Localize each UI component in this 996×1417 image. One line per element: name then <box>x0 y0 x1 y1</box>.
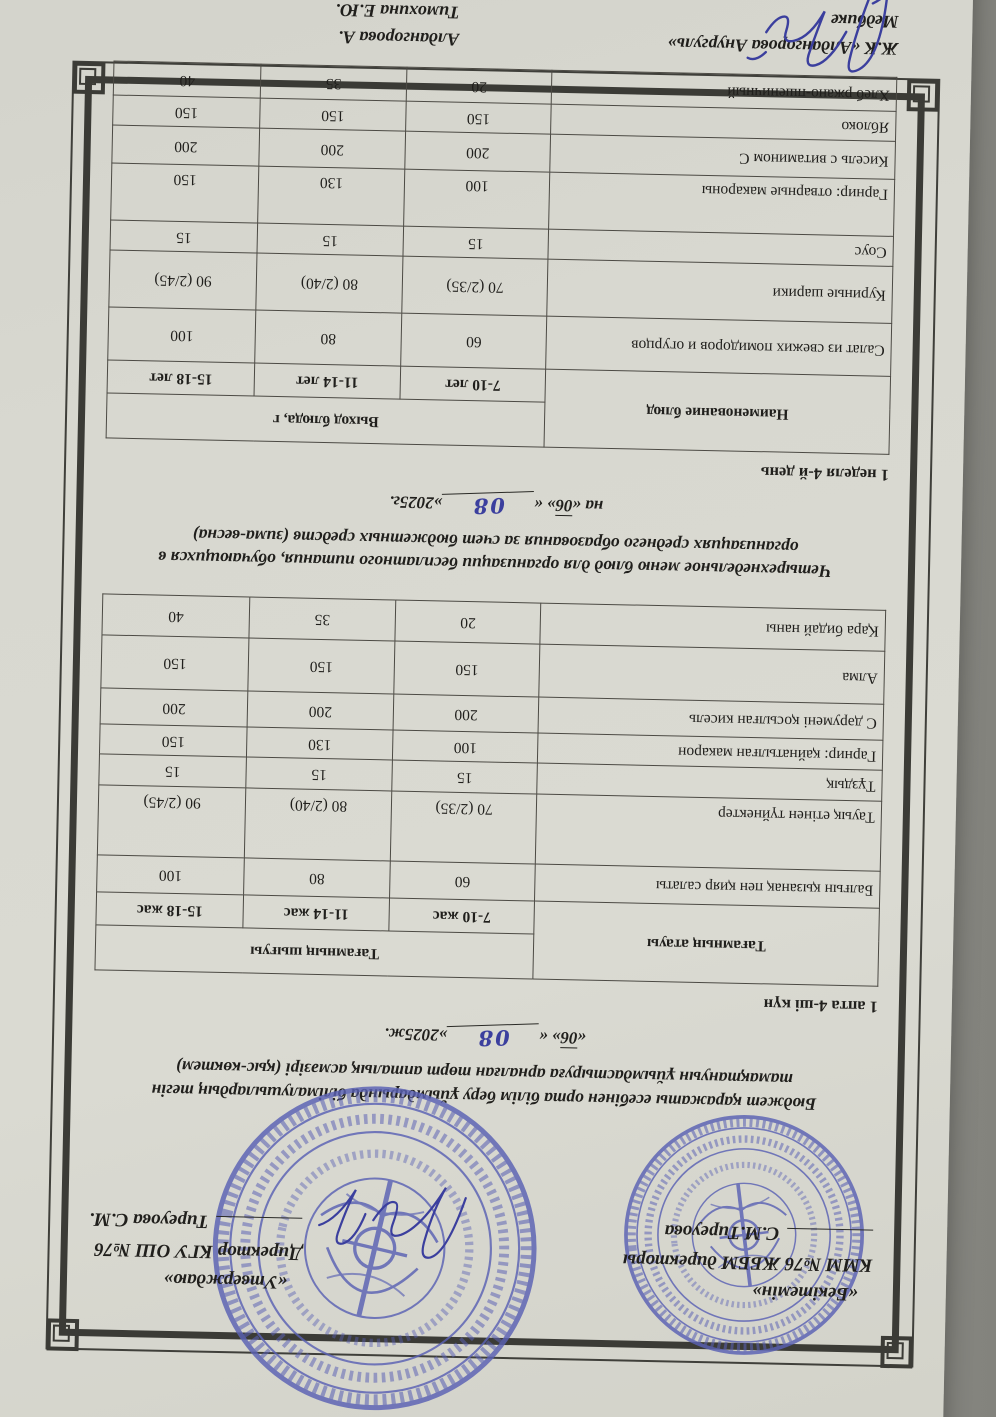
portion-value-cell: 200 <box>247 691 393 730</box>
portion-value-cell: 15 <box>392 760 538 794</box>
portion-value-cell: 130 <box>258 166 405 226</box>
date-year: »2025ж. <box>384 1024 448 1046</box>
dish-name-cell: С дәрумені қосылған кисель <box>538 698 883 741</box>
footer-signatures <box>114 0 899 59</box>
date-open: « <box>577 1028 587 1049</box>
approval-kz-role: КММ №76 ЖББМ директоры <box>622 1249 873 1276</box>
portion-value-cell: 200 <box>405 131 551 172</box>
portion-value-cell: 100 <box>108 307 256 363</box>
dish-name-cell: Яблоко <box>551 104 896 141</box>
portion-value-cell: 80 <box>255 310 402 366</box>
portion-value-cell: 200 <box>259 128 405 169</box>
portion-value-cell: 70 (2/35) <box>390 791 537 864</box>
document-content <box>87 0 899 1327</box>
russian-menu-table <box>106 61 898 455</box>
portion-value-cell: 130 <box>247 727 393 760</box>
kazakh-menu-heading: Бюджет қаражаты есебінен орта білім беру ұйымдарында білімалушылардың тегін тамақтануын ұйымдастыруға арналған төрт апталық асмәзірі (қыс-көктем) <box>151 1057 817 1115</box>
portion-value-cell: 150 <box>248 638 395 694</box>
dish-name-header: Тағамның атауы <box>533 901 879 986</box>
portion-value-cell: 15 <box>403 226 549 259</box>
approval-kz-name: С.М.Тиреуова <box>664 1220 780 1244</box>
frame-corner-ornament <box>878 1334 913 1369</box>
dish-name-cell: Гарнир: отварные макароны <box>549 172 895 236</box>
frame-corner-ornament <box>71 60 106 95</box>
approval-ru-name: Тиреуова С.М. <box>89 1208 209 1232</box>
handwritten-month: 08 <box>447 1024 540 1053</box>
approval-ru-title: «Утверждаю» <box>163 1268 288 1293</box>
portion-value-cell: 80 (2/40) <box>245 788 392 861</box>
date-year: »2025г. <box>389 492 443 513</box>
footer-org-person: Алдангорова А. <box>338 27 460 50</box>
dish-name-cell: Куриные шарики <box>547 259 893 323</box>
table-header-row <box>95 925 879 986</box>
kazakh-day-label: 1 апта 4-ші күн <box>763 995 879 1018</box>
age-header: 15-18 лет <box>107 360 255 396</box>
footer-nurse-label: Медбике <box>830 10 899 33</box>
portion-value-cell: 150 <box>99 724 247 757</box>
portion-value-cell: 100 <box>97 855 245 895</box>
approval-kz-title: «Бекітемін» <box>751 1281 859 1305</box>
age-header: 7-10 лет <box>400 366 546 402</box>
dish-name-cell: Кисель с витамином С <box>550 134 895 179</box>
portion-value-cell: 150 <box>394 641 541 697</box>
portion-value-cell: 150 <box>405 101 551 134</box>
portion-value-cell: 100 <box>392 730 538 763</box>
portion-value-cell: 20 <box>406 67 552 104</box>
approval-russian <box>88 1204 303 1297</box>
age-header: 7-10 жас <box>389 898 535 934</box>
portion-value-cell: 60 <box>401 313 548 369</box>
date-day: 06 <box>555 496 573 516</box>
portion-value-cell: 150 <box>101 635 249 691</box>
portion-value-cell: 15 <box>99 754 247 788</box>
date-mid: » « <box>534 495 556 516</box>
output-header: Тағамның шығуы <box>95 925 534 979</box>
portion-value-cell: 90 (2/45) <box>97 785 246 858</box>
date-mid: » « <box>539 1028 561 1048</box>
portion-value-cell: 20 <box>395 600 541 644</box>
portion-value-cell: 80 (2/40) <box>256 253 403 313</box>
signature-blank <box>787 1228 873 1249</box>
dish-name-header: Наименование блюд <box>544 369 890 454</box>
portion-value-cell: 150 <box>111 163 259 223</box>
footer-nurse-person: Тимохина Е.Ю. <box>335 0 460 23</box>
portion-value-cell: 40 <box>102 594 250 638</box>
russian-menu-heading: Четырехнедельное меню блюд для организации бесплатного питания, обучающихся в организациях среднего образования за счет бюджетных средств (зима-весна) <box>158 525 833 583</box>
kazakh-date-line <box>93 1017 877 1059</box>
age-header: 11-14 лет <box>254 363 400 399</box>
portion-value-cell: 150 <box>260 98 406 131</box>
nurse-signature <box>700 0 918 93</box>
date-open: на « <box>572 496 604 517</box>
portion-value-cell: 15 <box>110 220 258 253</box>
dish-name-cell: Балғын қызанақ пен қияр салаты <box>535 864 880 908</box>
age-header: 11-14 жас <box>243 895 389 931</box>
dish-name-cell: Тұздық <box>537 763 882 801</box>
portion-value-cell: 15 <box>246 757 392 791</box>
dish-name-cell: Хлеб ржано-пшеничный <box>552 70 897 111</box>
handwritten-month: 08 <box>442 491 535 520</box>
portion-value-cell: 40 <box>113 61 261 98</box>
portion-value-cell: 200 <box>100 688 248 727</box>
output-header: Выход блюда, г <box>106 393 545 447</box>
portion-value-cell: 70 (2/35) <box>402 256 549 316</box>
portion-value-cell: 90 (2/45) <box>109 250 257 310</box>
portion-value-cell: 35 <box>249 597 395 641</box>
dish-name-cell: Соус <box>548 229 893 266</box>
dish-name-cell: Салат из свежих помидоров и огурцов <box>546 316 892 376</box>
age-header: 15-18 жас <box>96 892 244 928</box>
table-header-row <box>106 393 890 454</box>
dish-name-cell: Тауық етінен түйнектер <box>536 794 882 871</box>
frame-corner-ornament <box>44 1316 79 1351</box>
dish-name-cell: Қара бидай наны <box>540 604 885 652</box>
dish-name-cell: Гарнир: қайнатылған макарон <box>538 734 883 771</box>
footer-org: Ж.К «Алдангорова Анургуль» <box>667 34 899 60</box>
date-day: 06 <box>560 1028 578 1048</box>
kazakh-menu-table <box>94 594 886 987</box>
approval-kazakh <box>622 1215 874 1309</box>
portion-value-cell: 200 <box>393 694 539 733</box>
portion-value-cell: 60 <box>389 861 535 901</box>
portion-value-cell: 150 <box>113 95 261 128</box>
approval-ru-signature-line <box>89 1204 303 1238</box>
portion-value-cell: 80 <box>244 858 390 898</box>
portion-value-cell: 15 <box>257 223 403 256</box>
portion-value-cell: 200 <box>112 125 260 166</box>
portion-value-cell: 35 <box>260 64 406 101</box>
dish-name-cell: Алма <box>539 645 885 705</box>
russian-date-line <box>104 485 888 527</box>
portion-value-cell: 100 <box>403 169 550 229</box>
director-signature <box>274 1154 486 1278</box>
approval-ru-role: Директор КГУ ОШ №76 <box>93 1237 303 1264</box>
russian-day-label: 1 неделя 4-й день <box>760 463 890 486</box>
